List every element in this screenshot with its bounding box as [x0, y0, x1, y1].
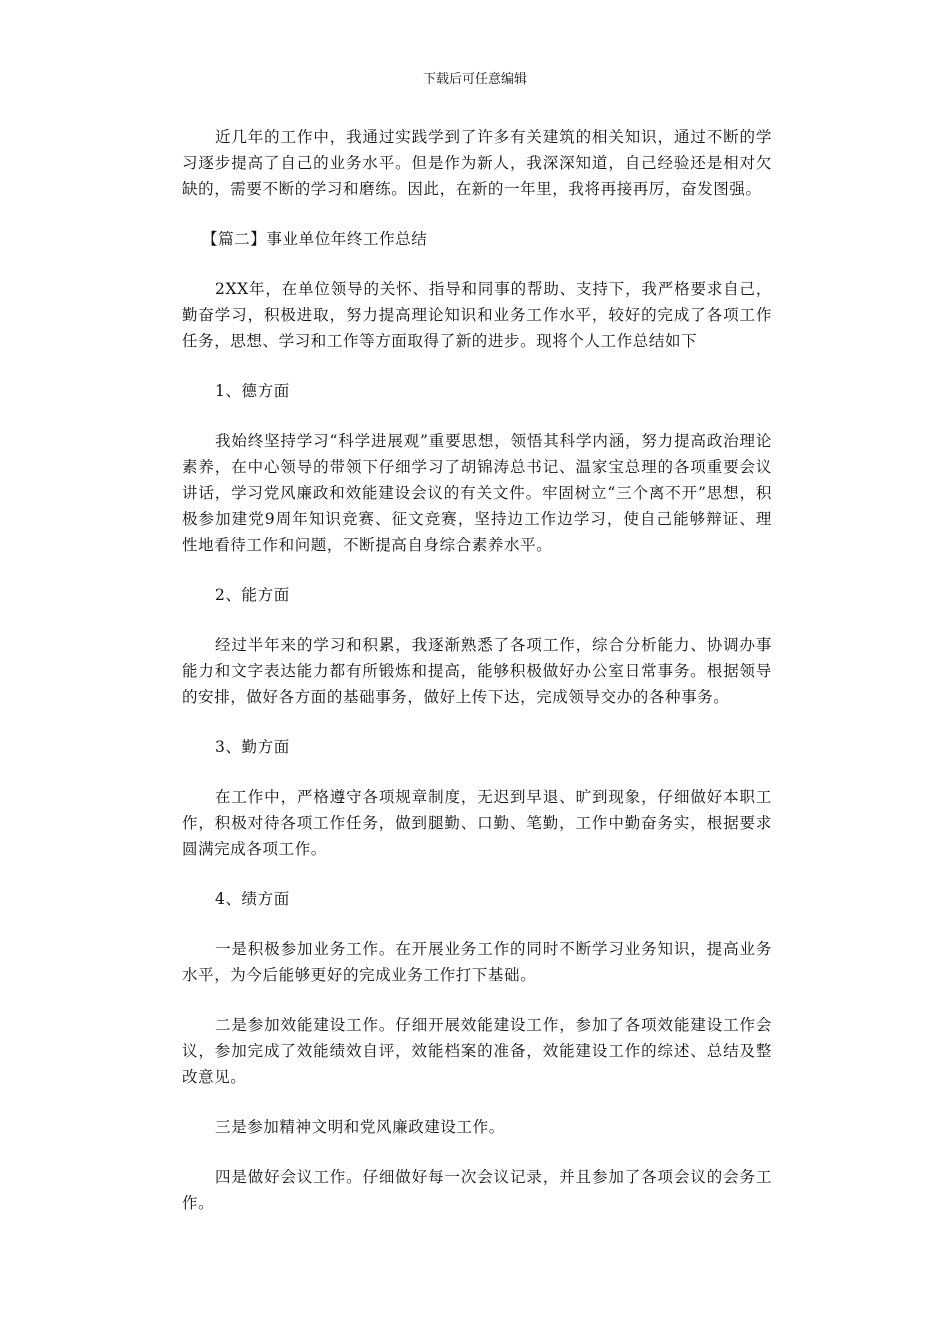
document-body	[182, 124, 772, 1240]
subheading-neng: 2、能方面	[215, 586, 290, 604]
subheading-de: 1、德方面	[215, 382, 290, 400]
paragraph-neng: 经过半年来的学习和积累，我逐渐熟悉了各项工作，综合分析能力、协调办事能力和文字表达能力都有所锻炼和提高，能够积极做好办公室日常事务。根据领导的安排，做好各方面的基础事务，做好上传下达，完成领导交办的各种事务。	[182, 636, 772, 706]
subheading-ji: 4、绩方面	[215, 890, 290, 908]
paragraph-summary-intro: 2XX年，在单位领导的关怀、指导和同事的帮助、支持下，我严格要求自己，勤奋学习，积极进取，努力提高理论知识和业务工作水平，较好的完成了各项工作任务，思想、学习和工作等方面取得了新的进步。现将个人工作总结如下	[182, 280, 772, 350]
paragraph-ji-4: 四是做好会议工作。仔细做好每一次会议记录，并且参加了各项会议的会务工作。	[182, 1168, 772, 1212]
paragraph-ji-1: 一是积极参加业务工作。在开展业务工作的同时不断学习业务知识，提高业务水平，为今后能够更好的完成业务工作打下基础。	[182, 940, 772, 984]
paragraph-qin: 在工作中，严格遵守各项规章制度，无迟到早退、旷到现象，仔细做好本职工作，积极对待各项工作任务，做到腿勤、口勤、笔勤，工作中勤奋务实，根据要求圆满完成各项工作。	[182, 788, 772, 858]
paragraph-de: 我始终坚持学习“科学进展观”重要思想，领悟其科学内涵，努力提高政治理论素养，在中心领导的带领下仔细学习了胡锦涛总书记、温家宝总理的各项重要会议讲话，学习党风廉政和效能建设会议的有关文件。牢固树立“三个离不开”思想，积极参加建党9周年知识竞赛、征文竞赛，坚持边工作边学习，使自己能够辩证、理性地看待工作和问题，不断提高自身综合素养水平。	[182, 432, 772, 554]
paragraph-intro: 近几年的工作中，我通过实践学到了许多有关建筑的相关知识，通过不断的学习逐步提高了自己的业务水平。但是作为新人，我深深知道，自己经验还是相对欠缺的，需要不断的学习和磨练。因此，在新的一年里，我将再接再厉，奋发图强。	[182, 128, 772, 198]
page-header: 下载后可任意编辑	[422, 72, 527, 87]
paragraph-ji-3: 三是参加精神文明和党风廉政建设工作。	[215, 1118, 505, 1136]
subheading-qin: 3、勤方面	[215, 738, 290, 756]
paragraph-ji-2: 二是参加效能建设工作。仔细开展效能建设工作，参加了各项效能建设工作会议，参加完成了效能绩效自评，效能档案的准备，效能建设工作的综述、总结及整改意见。	[182, 1016, 772, 1086]
section-title: 【篇二】事业单位年终工作总结	[202, 230, 428, 248]
